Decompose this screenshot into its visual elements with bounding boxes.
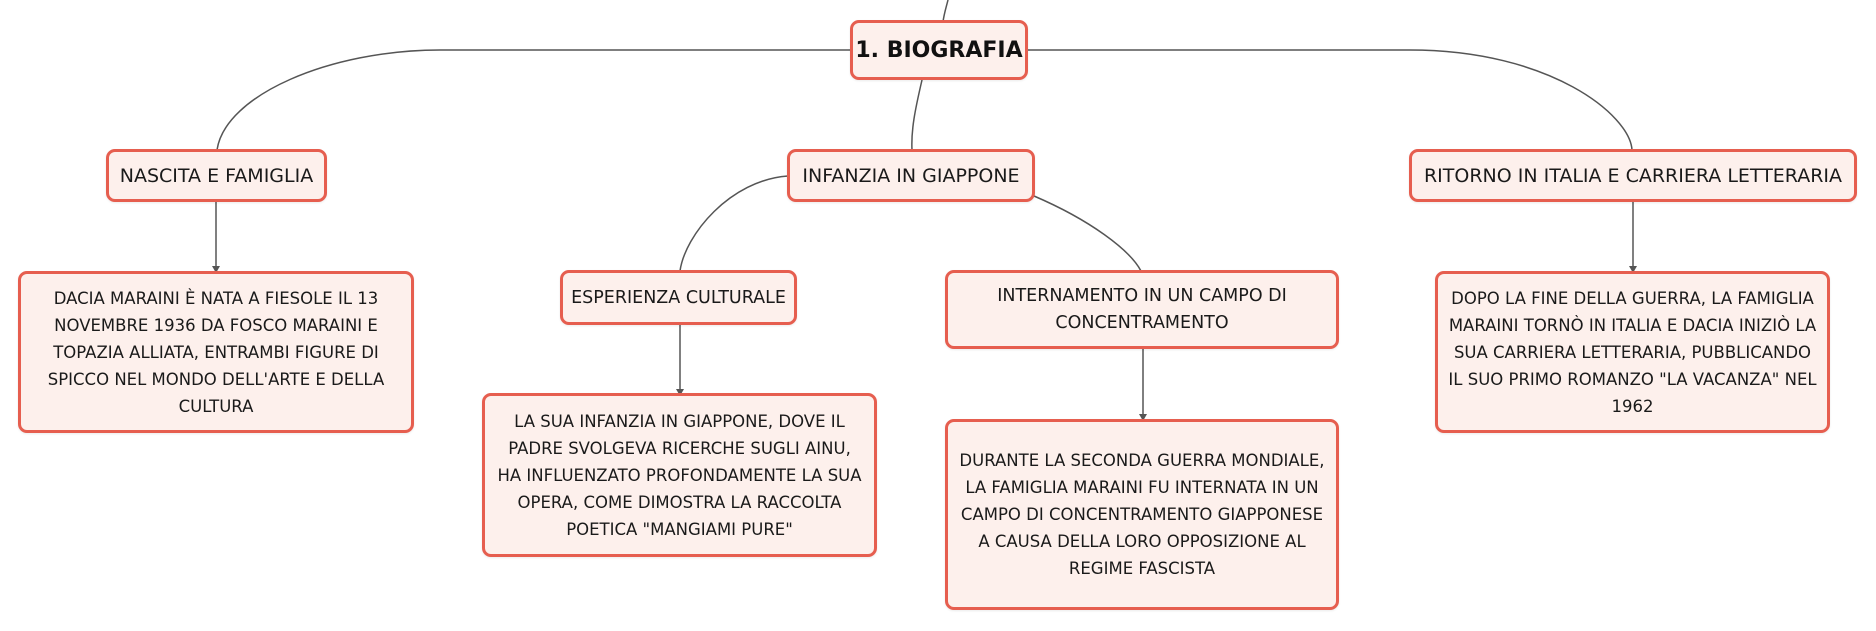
detail-esperienza-text: LA SUA INFANZIA IN GIAPPONE, DOVE IL PADRE SVOLGEVA RICERCHE SUGLI AINU, HA INFLUENZATO PROFONDAMENTE LA SUA OPERA, COME DIMOSTRA LA RACCOLTA POETICA "MANGIAMI PURE": [497, 411, 862, 539]
subtopic-internamento-label: INTERNAMENTO IN UN CAMPO DI CONCENTRAMENTO: [997, 285, 1287, 333]
topic-infanzia-in-giappone[interactable]: [787, 149, 1035, 202]
topic-nascita-e-famiglia[interactable]: [106, 149, 327, 202]
detail-internamento-text: DURANTE LA SECONDA GUERRA MONDIALE, LA FAMIGLIA MARAINI FU INTERNATA IN UN CAMPO DI CONCENTRAMENTO GIAPPONESE A CAUSA DELLA LORO OPPOSIZIONE AL REGIME FASCISTA: [959, 451, 1325, 578]
connector-parent-to-central: [943, 0, 948, 22]
connector-central-to-ritorno: [1027, 50, 1632, 150]
topic-infanzia-label: INFANZIA IN GIAPPONE: [802, 164, 1020, 187]
topic-ritorno-in-italia[interactable]: [1409, 149, 1857, 202]
detail-internamento[interactable]: [945, 419, 1339, 610]
connector-central-to-infanzia: [912, 80, 922, 150]
topic-nascita-label: NASCITA E FAMIGLIA: [119, 164, 314, 187]
connector-central-to-nascita: [217, 50, 851, 150]
central-topic-label: 1. BIOGRAFIA: [855, 37, 1023, 63]
connector-infanzia-to-internamento: [1034, 196, 1141, 271]
detail-nascita-text: DACIA MARAINI È NATA A FIESOLE IL 13 NOVEMBRE 1936 DA FOSCO MARAINI E TOPAZIA ALLIATA, ENTRAMBI FIGURE DI SPICCO NEL MONDO DELL'ARTE E DELLA CULTURA: [47, 288, 385, 416]
detail-ritorno-text: DOPO LA FINE DELLA GUERRA, LA FAMIGLIA MARAINI TORNÒ IN ITALIA E DACIA INIZIÒ LA SUA CARRIERA LETTERARIA, PUBBLICANDO IL SUO PRIMO ROMANZO "LA VACANZA" NEL 1962: [1448, 288, 1817, 416]
topic-ritorno-label: RITORNO IN ITALIA E CARRIERA LETTERARIA: [1423, 164, 1843, 187]
subtopic-esperienza-label: ESPERIENZA CULTURALE: [571, 287, 786, 308]
subtopic-esperienza-culturale[interactable]: [560, 270, 797, 325]
detail-esperienza[interactable]: [482, 393, 877, 557]
connector-infanzia-to-esperienza: [680, 176, 788, 271]
subtopic-internamento[interactable]: [945, 270, 1339, 349]
detail-nascita[interactable]: [18, 271, 414, 433]
detail-ritorno[interactable]: [1435, 271, 1830, 433]
central-topic-biografia[interactable]: [850, 20, 1028, 80]
